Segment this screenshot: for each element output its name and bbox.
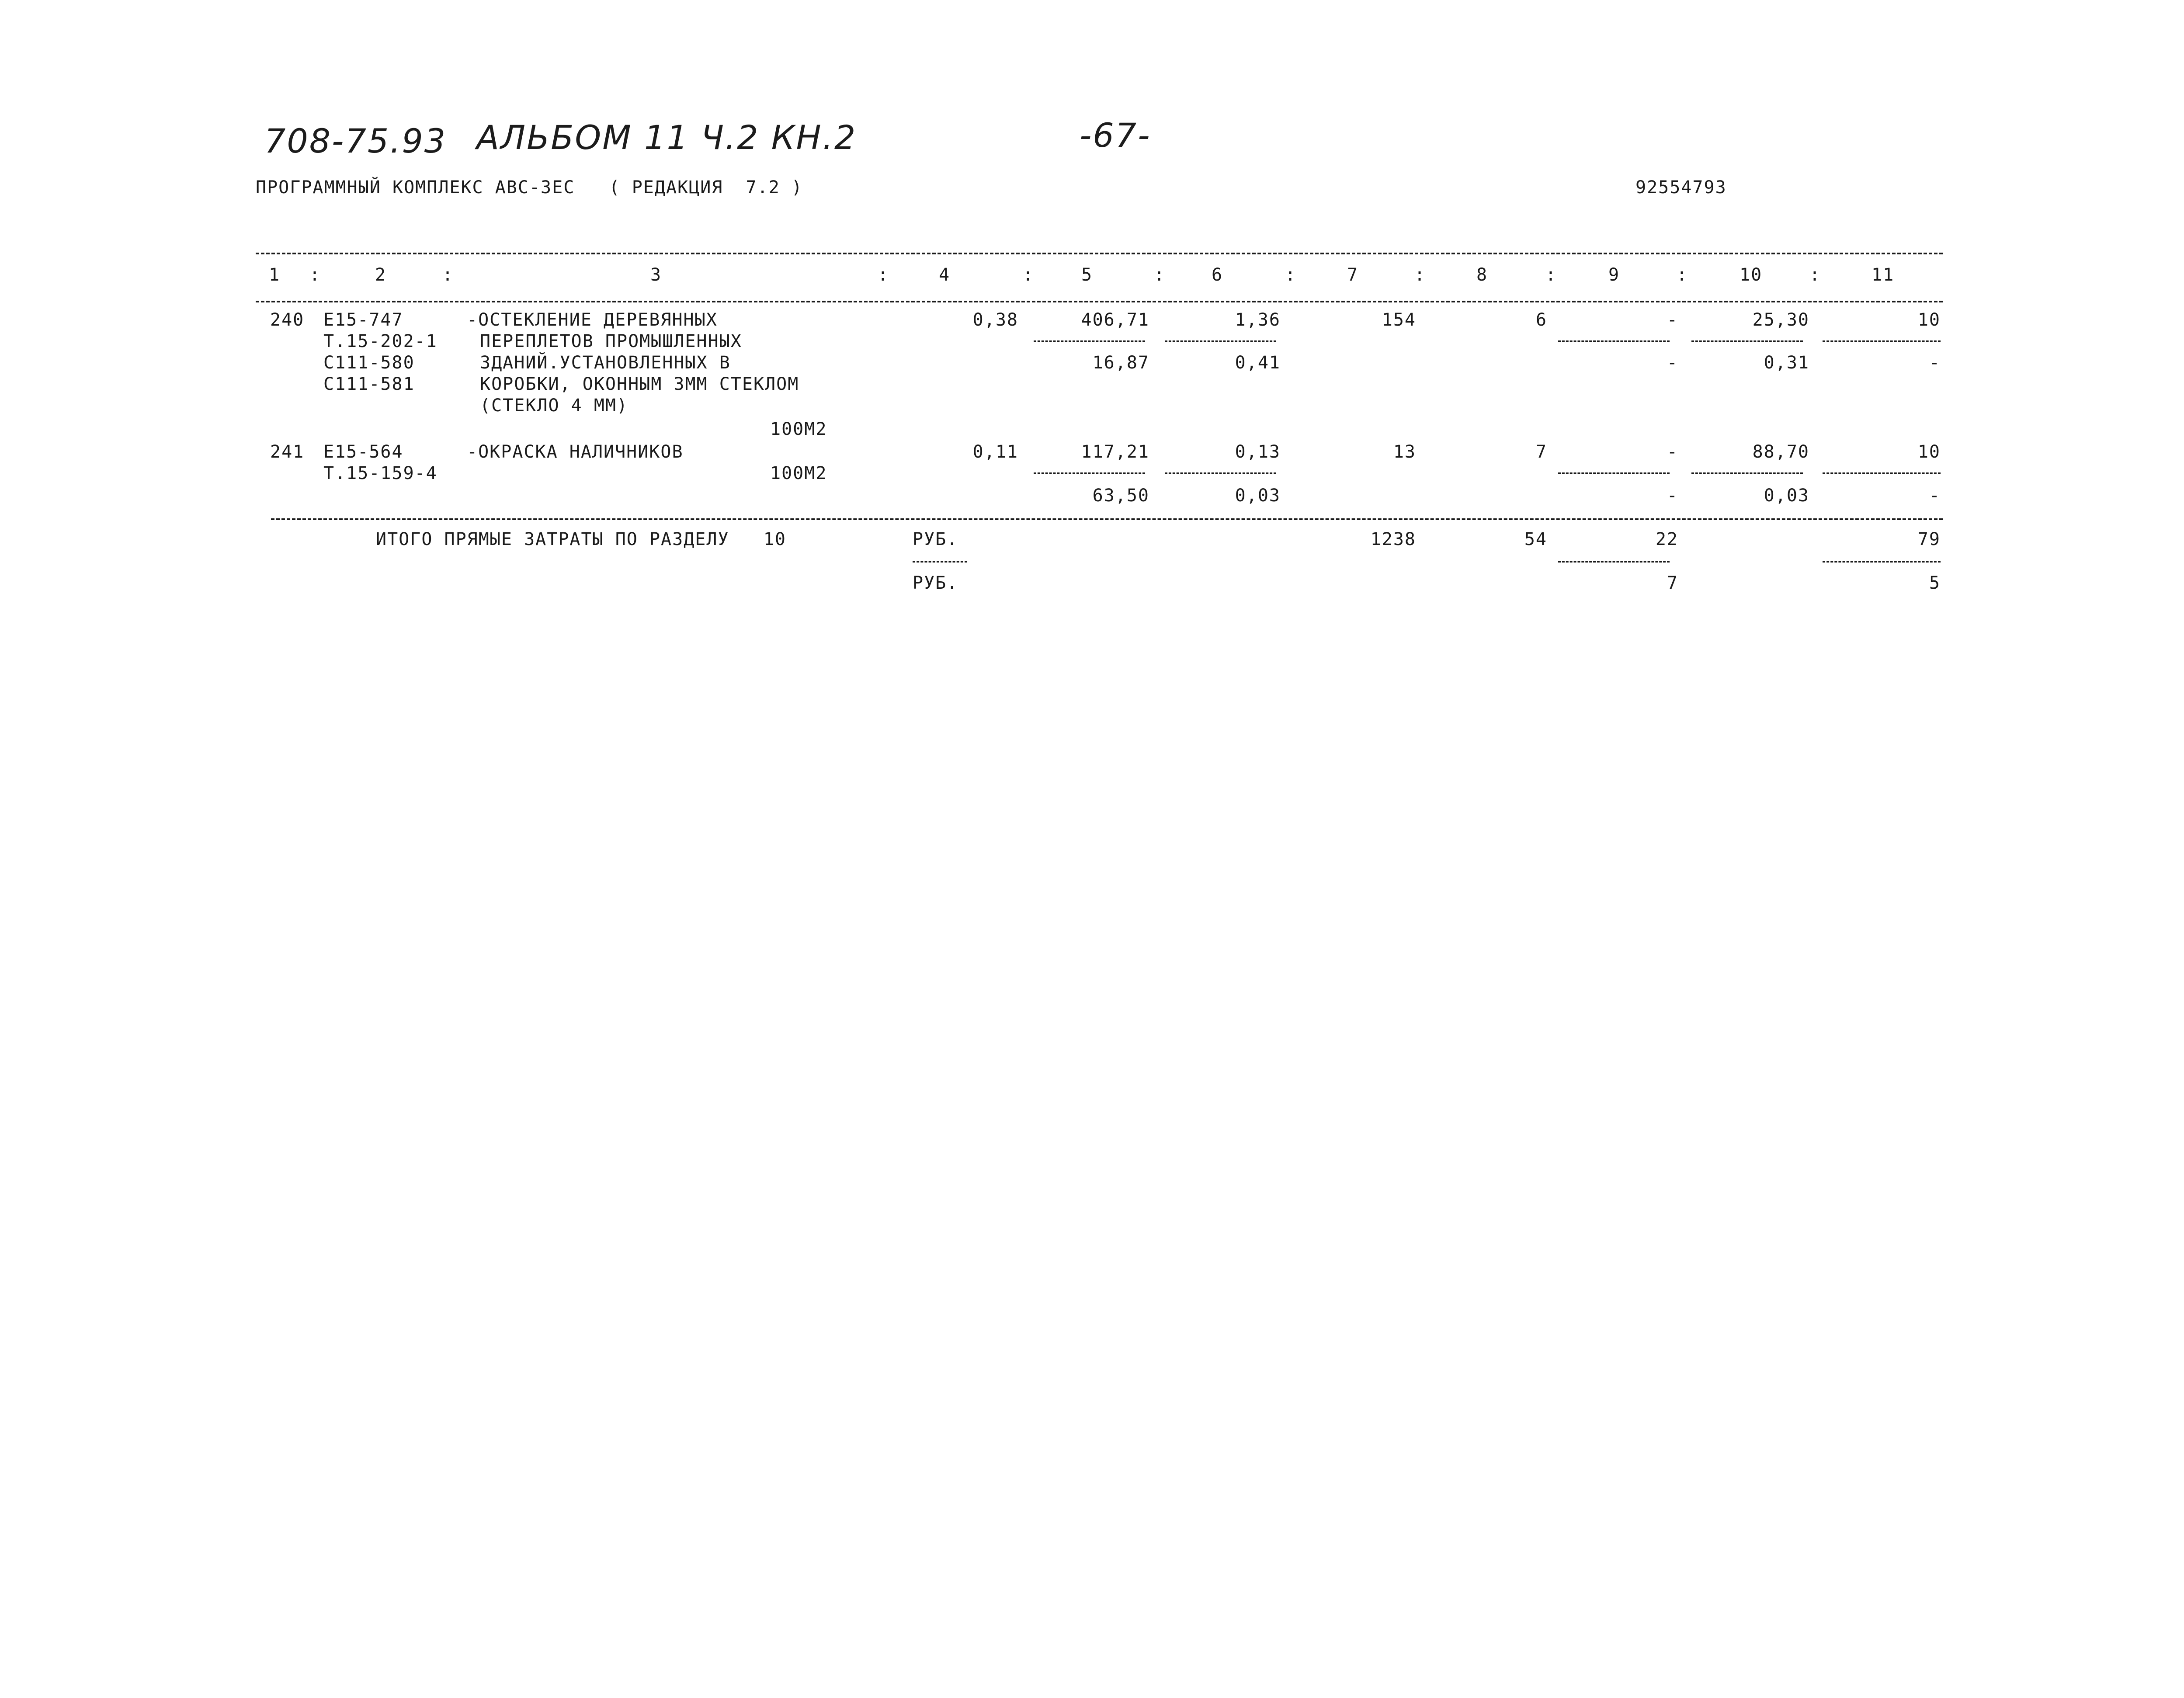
total-col9: 22 — [1655, 529, 1678, 549]
item-col9: - — [1667, 310, 1678, 330]
item-col11: 10 — [1917, 442, 1941, 462]
item-col11: 10 — [1917, 310, 1941, 330]
item-col10-sub: 0,03 — [1764, 486, 1809, 506]
rule-top — [256, 253, 1943, 254]
item-code: Е15-564 — [323, 442, 403, 462]
item-unit-cost-sub: 16,87 — [1092, 353, 1149, 373]
item-total-wages: 6 — [1535, 310, 1547, 330]
total-unit: РУБ. — [913, 573, 958, 593]
total-cost: 1238 — [1370, 529, 1416, 549]
item-unit-cost-sub: 63,50 — [1092, 486, 1149, 506]
item-code: С111-580 — [323, 353, 415, 373]
item-unit-cost: 117,21 — [1081, 442, 1149, 462]
item-unit: 100М2 — [770, 463, 827, 483]
cell-divider — [1691, 472, 1803, 474]
column-separator: : — [878, 265, 889, 285]
item-number: 241 — [270, 442, 305, 462]
item-quantity: 0,11 — [972, 442, 1018, 462]
cell-divider — [1034, 340, 1145, 342]
column-header: 1 — [269, 265, 281, 285]
cell-divider — [1691, 340, 1803, 342]
item-col11-sub: - — [1929, 353, 1941, 373]
column-header: 7 — [1347, 265, 1359, 285]
item-description: КОРОБКИ, ОКОННЫМ 3ММ СТЕКЛОМ — [480, 374, 799, 394]
column-header: 2 — [375, 265, 387, 285]
item-total-wages: 7 — [1535, 442, 1547, 462]
column-separator: : — [1545, 265, 1557, 285]
column-header: 6 — [1212, 265, 1223, 285]
item-col9-sub: - — [1667, 486, 1678, 506]
item-col10-sub: 0,31 — [1764, 353, 1809, 373]
item-description: (СТЕКЛО 4 ММ) — [480, 396, 628, 416]
item-unit-wages-sub: 0,41 — [1235, 353, 1281, 373]
total-wages: 54 — [1524, 529, 1547, 549]
cell-divider — [1823, 561, 1941, 563]
column-separator: : — [1809, 265, 1821, 285]
rule-before-total — [271, 518, 1943, 520]
item-description: -ОКРАСКА НАЛИЧНИКОВ — [467, 442, 684, 462]
total-col9-sub: 7 — [1667, 573, 1678, 593]
total-label: ИТОГО ПРЯМЫЕ ЗАТРАТЫ ПО РАЗДЕЛУ 10 — [376, 529, 786, 549]
cell-divider — [1823, 340, 1941, 342]
column-separator: : — [442, 265, 454, 285]
column-separator: : — [1023, 265, 1035, 285]
cell-divider — [1034, 472, 1145, 474]
column-separator: : — [1677, 265, 1688, 285]
cell-divider — [1558, 561, 1670, 563]
column-header: 9 — [1608, 265, 1620, 285]
item-col11-sub: - — [1929, 486, 1941, 506]
handwritten-page-number: -67- — [1080, 116, 1151, 155]
item-code: С111-581 — [323, 374, 415, 394]
item-total-cost: 13 — [1393, 442, 1416, 462]
column-separator: : — [1285, 265, 1297, 285]
rule-under-header — [256, 301, 1943, 302]
cell-divider — [1823, 472, 1941, 474]
item-unit-wages-sub: 0,03 — [1235, 486, 1281, 506]
cell-divider — [1558, 340, 1670, 342]
total-col11: 79 — [1917, 529, 1941, 549]
item-code: Е15-747 — [323, 310, 403, 330]
handwritten-album: АЛЬБОМ 11 Ч.2 КН.2 — [476, 118, 857, 157]
column-header: 5 — [1081, 265, 1093, 285]
item-description: ПЕРЕПЛЕТОВ ПРОМЫШЛЕННЫХ — [480, 331, 742, 351]
column-header: 3 — [650, 265, 662, 285]
cell-divider — [1165, 340, 1276, 342]
item-code: Т.15-159-4 — [323, 463, 437, 483]
column-separator: : — [309, 265, 321, 285]
program-title: ПРОГРАММНЫЙ КОМПЛЕКС АВС-3ЕС ( РЕДАКЦИЯ 7.2 ) — [256, 177, 803, 198]
item-description: -ОСТЕКЛЕНИЕ ДЕРЕВЯННЫХ — [467, 310, 718, 330]
total-unit: РУБ. — [913, 529, 958, 549]
item-description: ЗДАНИЙ.УСТАНОВЛЕННЫХ В — [480, 353, 731, 373]
item-quantity: 0,38 — [972, 310, 1018, 330]
column-header: 4 — [939, 265, 951, 285]
column-separator: : — [1414, 265, 1426, 285]
cell-divider — [913, 561, 967, 563]
item-col9: - — [1667, 442, 1678, 462]
item-number: 240 — [270, 310, 305, 330]
item-col9-sub: - — [1667, 353, 1678, 373]
column-header: 11 — [1872, 265, 1895, 285]
document-code: 92554793 — [1635, 177, 1727, 198]
cell-divider — [1558, 472, 1670, 474]
item-unit-wages: 1,36 — [1235, 310, 1281, 330]
item-col10: 25,30 — [1752, 310, 1809, 330]
item-code: Т.15-202-1 — [323, 331, 437, 351]
column-header: 8 — [1476, 265, 1488, 285]
item-unit: 100М2 — [770, 419, 827, 439]
cell-divider — [1165, 472, 1276, 474]
column-header: 10 — [1740, 265, 1763, 285]
item-col10: 88,70 — [1752, 442, 1809, 462]
item-total-cost: 154 — [1382, 310, 1416, 330]
item-unit-cost: 406,71 — [1081, 310, 1149, 330]
column-separator: : — [1154, 265, 1166, 285]
handwritten-document-number: 708-75.93 — [264, 122, 447, 160]
total-col11-sub: 5 — [1929, 573, 1941, 593]
item-unit-wages: 0,13 — [1235, 442, 1281, 462]
